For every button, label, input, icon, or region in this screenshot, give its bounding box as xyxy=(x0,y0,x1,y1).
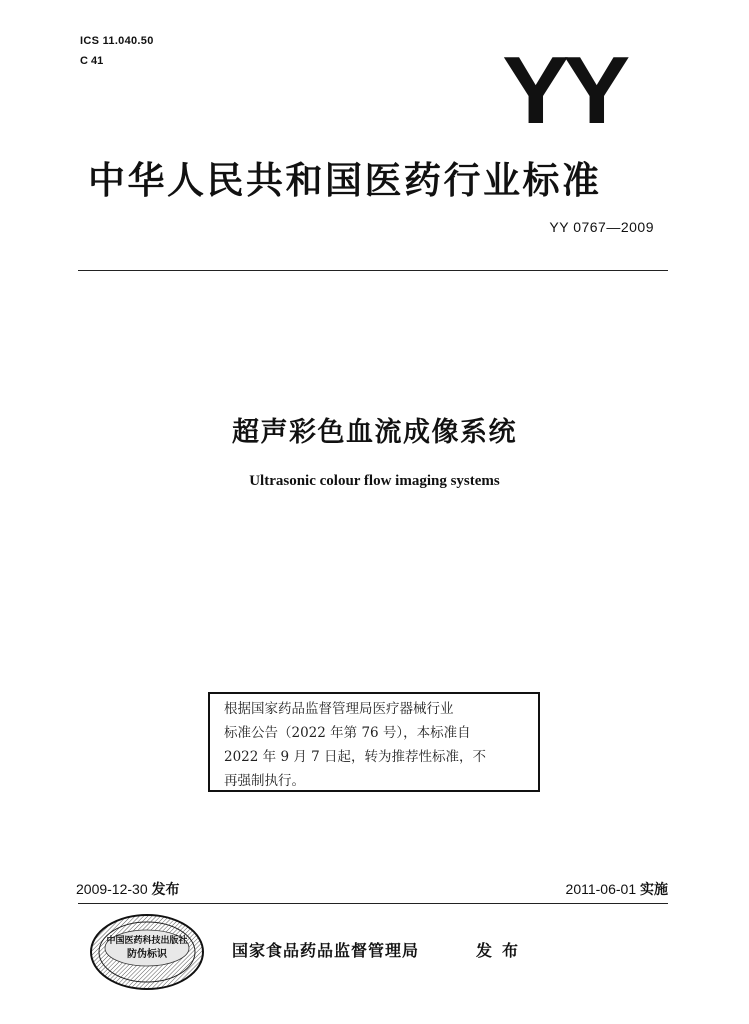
anti-counterfeit-seal xyxy=(88,912,206,992)
issue-date-value: 2009-12-30 xyxy=(76,881,148,897)
standard-number: YY 0767—2009 xyxy=(549,219,654,235)
ccs-code: C 41 xyxy=(80,55,104,67)
seal-text-label: 防伪标识 xyxy=(127,949,167,960)
seal-text-publisher: 中国医药科技出版社 xyxy=(106,936,188,946)
document-title-cn: 超声彩色血流成像系统 xyxy=(232,417,517,448)
issuing-authority: 国家食品药品监督管理局 xyxy=(232,941,420,960)
top-divider xyxy=(78,270,668,271)
notice-line: 根据国家药品监督管理局医疗器械行业 xyxy=(224,701,454,717)
implementation-date xyxy=(520,879,668,899)
implementation-date-label: 实施 xyxy=(640,882,668,898)
notice-line: 2022 年 9 月 7 日起，转为推荐性标准，不 xyxy=(224,749,486,765)
implementation-date-value: 2011-06-01 xyxy=(565,881,637,897)
ics-code: ICS 11.040.50 xyxy=(80,35,154,47)
notice-line: 再强制执行。 xyxy=(224,773,305,789)
document-title-en: Ultrasonic colour flow imaging systems xyxy=(249,473,500,489)
standard-type-title: 中华人民共和国医药行业标准 xyxy=(88,159,602,202)
issue-date xyxy=(76,879,180,899)
notice-box xyxy=(208,692,540,792)
bottom-divider xyxy=(78,903,668,904)
publish-label: 发布 xyxy=(476,941,529,960)
issue-date-label: 发布 xyxy=(151,882,180,898)
standard-mark: YY xyxy=(502,37,624,144)
notice-line: 标准公告（2022 年第 76 号），本标准自 xyxy=(224,725,471,741)
